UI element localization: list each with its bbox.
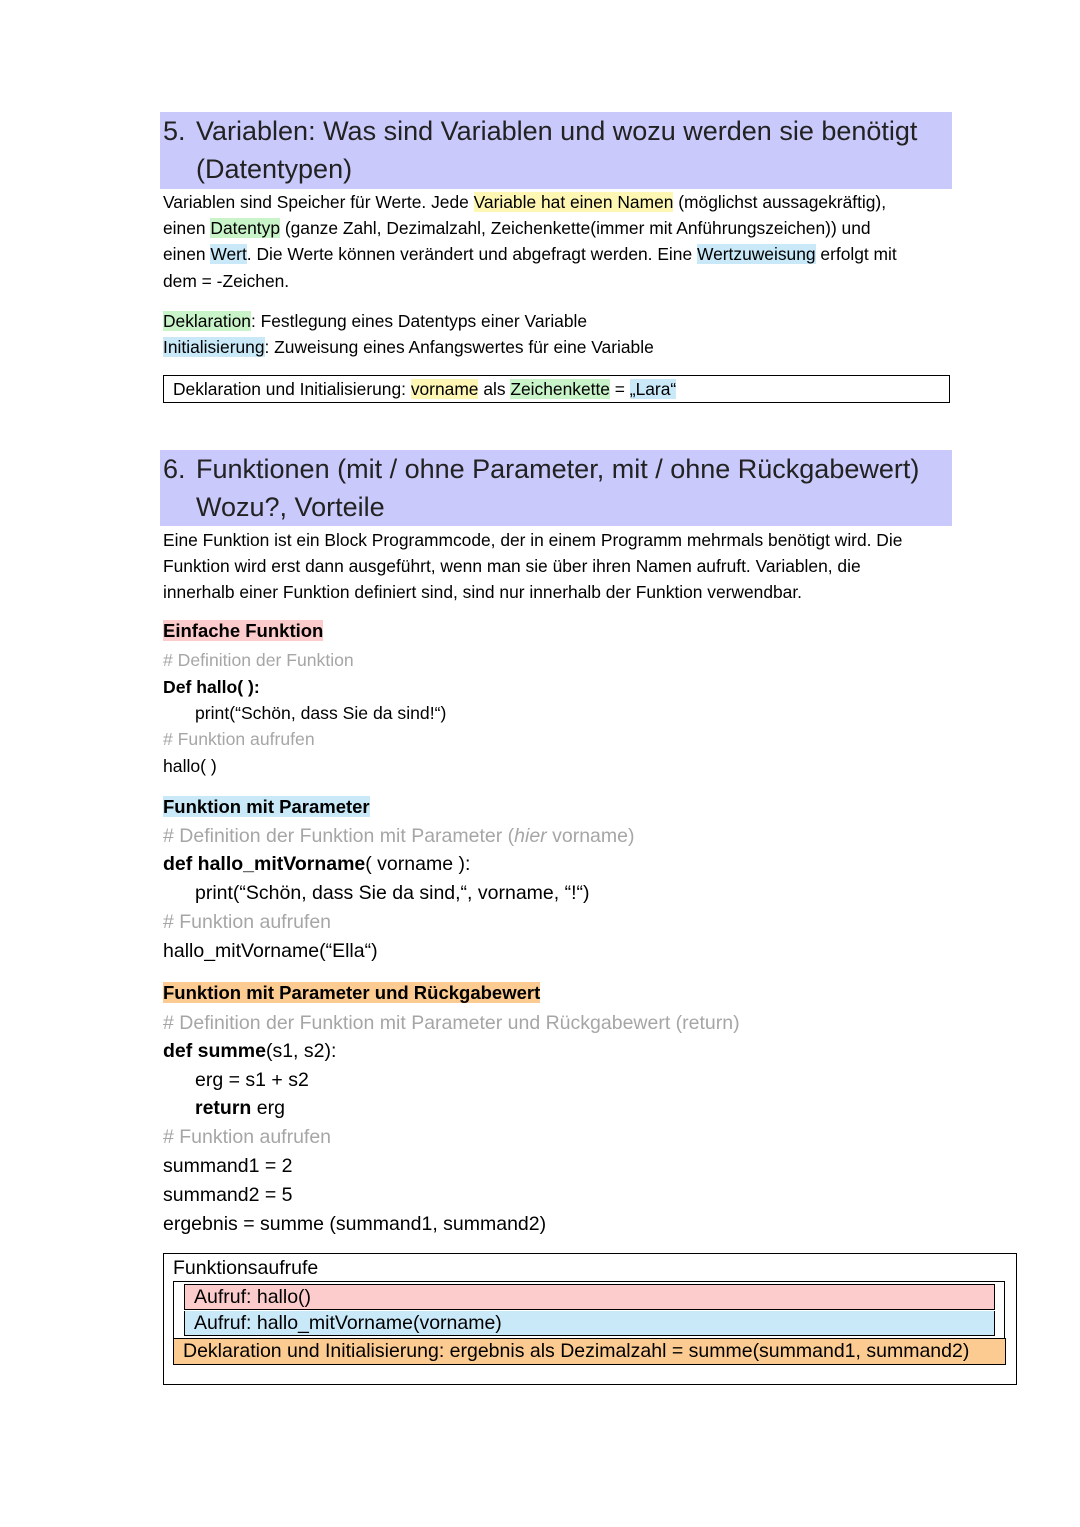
simple-function-call: hallo( ) [163, 756, 217, 776]
simple-function-heading: Einfache Funktion [163, 620, 324, 641]
param-function-print: print(“Schön, dass Sie da sind,“, vorname, “!“) [195, 882, 590, 904]
section-6-paragraph-line1: Eine Funktion ist ein Block Programmcode, der in einem Programm mehrmals benötigt wird. Die [163, 530, 903, 550]
function-calls-box [163, 1253, 1017, 1385]
param-function-comment-def: # Definition der Funktion mit Parameter (hier vorname) [163, 825, 635, 847]
param-function-call: hallo_mitVorname(“Ella“) [163, 940, 378, 962]
declaration-example-text: Deklaration und Initialisierung: vorname als Zeichenkette = „Lara“ [173, 379, 677, 399]
declaration-definition: Deklaration: Festlegung eines Datentyps einer Variable [163, 311, 588, 331]
return-function-summand1: summand1 = 2 [163, 1155, 293, 1177]
return-function-return: return erg [195, 1097, 285, 1119]
declaration-example-box [163, 375, 950, 403]
param-function-comment-call: # Funktion aufrufen [163, 911, 332, 933]
return-function-erg: erg = s1 + s2 [195, 1069, 309, 1091]
return-function-summand2: summand2 = 5 [163, 1184, 293, 1206]
section-6-number: 6. [163, 454, 186, 484]
simple-function-print: print(“Schön, dass Sie da sind!“) [195, 703, 447, 723]
section-6-paragraph-line3: innerhalb einer Funktion definiert sind, sind nur innerhalb der Funktion verwendbar. [163, 582, 803, 602]
return-function-def: def summe(s1, s2): [163, 1040, 337, 1062]
section-5-paragraph-line3: einen Wert. Die Werte können verändert und abgefragt werden. Eine Wertzuweisung erfolgt mit [163, 244, 897, 264]
return-function-comment-def: # Definition der Funktion mit Parameter und Rückgabewert (return) [163, 1012, 740, 1034]
section-6-title-line1: Funktionen (mit / ohne Parameter, mit / ohne Rückgabewert) [196, 454, 920, 484]
param-function-heading: Funktion mit Parameter [163, 796, 370, 817]
section-6-title-line2: Wozu?, Vorteile [196, 492, 385, 522]
section-5-title-line1: Variablen: Was sind Variablen und wozu werden sie benötigt [196, 116, 918, 146]
param-function-def: def hallo_mitVorname( vorname ): [163, 853, 471, 875]
return-function-ergebnis: ergebnis = summe (summand1, summand2) [163, 1213, 547, 1235]
call-row-hallo-mitvorname: Aufruf: hallo_mitVorname(vorname) [184, 1311, 995, 1336]
simple-function-def: Def hallo( ): [163, 677, 260, 697]
section-5-paragraph-line1: Variablen sind Speicher für Werte. Jede Variable hat einen Namen (möglichst aussagekräftig), [163, 192, 887, 212]
section-6-heading [160, 450, 952, 526]
section-5-paragraph-line4: dem = -Zeichen. [163, 271, 290, 291]
return-function-comment-call: # Funktion aufrufen [163, 1126, 332, 1148]
section-6-paragraph-line2: Funktion wird erst dann ausgeführt, wenn man sie über ihren Namen aufruft. Variablen, die [163, 556, 861, 576]
section-5-heading [160, 112, 952, 189]
call-row-summe: Deklaration und Initialisierung: ergebnis als Dezimalzahl = summe(summand1, summand2) [173, 1338, 1006, 1365]
section-5-title-line2: (Datentypen) [196, 154, 353, 184]
call-row-hallo: Aufruf: hallo() [184, 1284, 995, 1310]
function-calls-title: Funktionsaufrufe [173, 1257, 319, 1279]
initialization-definition: Initialisierung: Zuweisung eines Anfangswertes für eine Variable [163, 337, 654, 357]
section-5-number: 5. [163, 116, 186, 146]
simple-function-comment-call: # Funktion aufrufen [163, 729, 315, 749]
return-function-heading: Funktion mit Parameter und Rückgabewert [163, 982, 541, 1003]
section-5-paragraph-line2: einen Datentyp (ganze Zahl, Dezimalzahl, Zeichenkette(immer mit Anführungszeichen)) und [163, 218, 871, 238]
simple-function-comment-def: # Definition der Funktion [163, 650, 354, 670]
